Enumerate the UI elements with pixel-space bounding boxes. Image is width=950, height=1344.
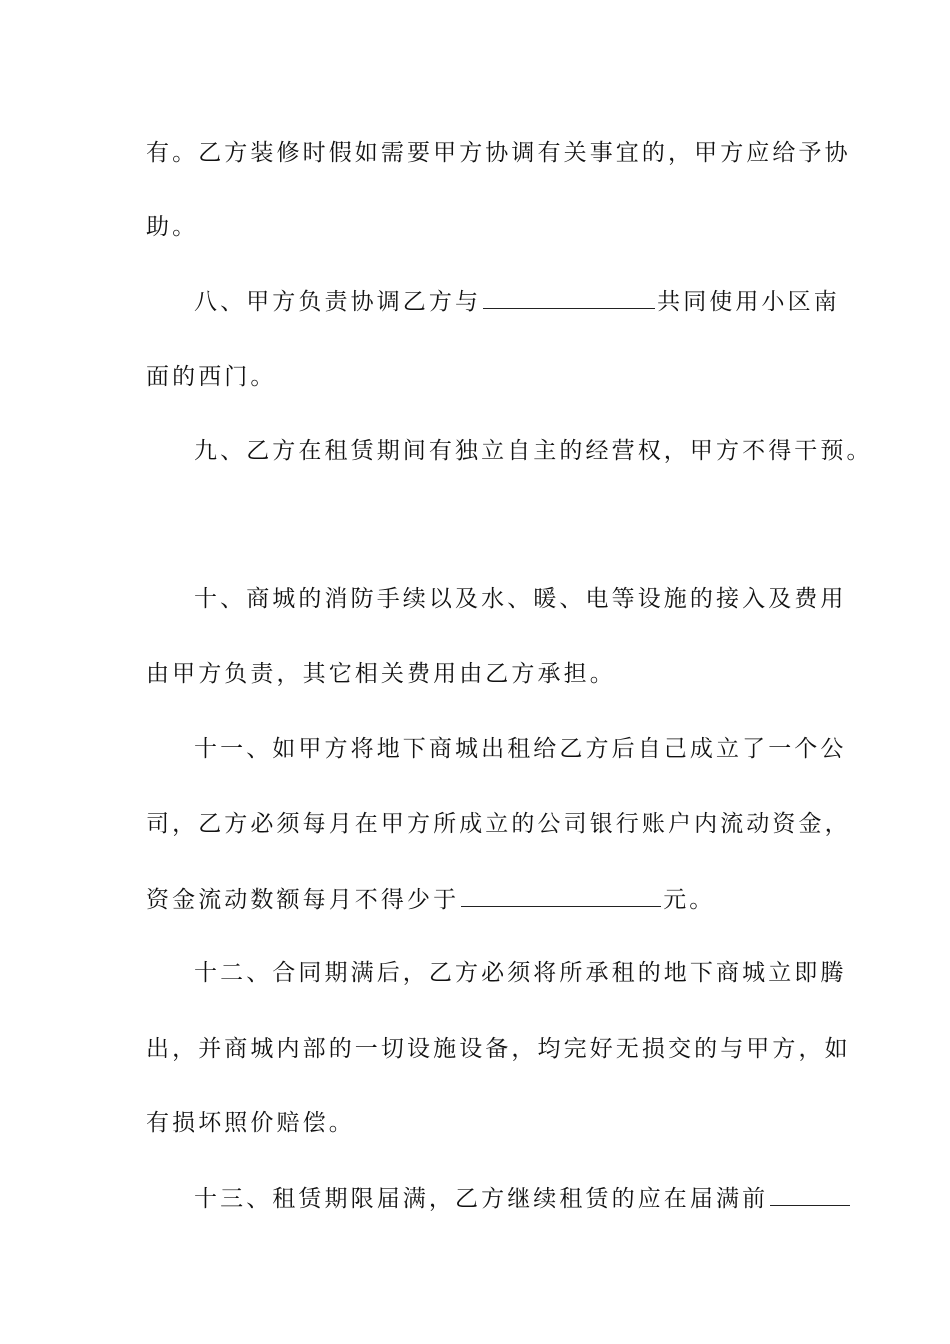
fill-in-blank	[483, 286, 655, 309]
clause-8-text-a: 八、甲方负责协调乙方与	[194, 289, 482, 315]
fill-in-blank	[461, 884, 661, 907]
clause-12-line-2: 出，并商城内部的一切设施设备，均完好无损交的与甲方，如	[146, 1036, 851, 1062]
clause-11-line-3	[146, 884, 715, 915]
clause-8-line-1	[194, 286, 840, 317]
clause-12-line-1: 十二、合同期满后，乙方必须将所承租的地下商城立即腾	[194, 960, 847, 986]
clause-8-text-b: 共同使用小区南	[657, 289, 840, 315]
clause-13-text-a: 十三、租赁期限届满，乙方继续租赁的应在届满前	[194, 1186, 769, 1212]
clause-11-text-a: 资金流动数额每月不得少于	[146, 887, 460, 913]
clause-11-text-b: 元。	[663, 887, 716, 913]
clause-13-line-1	[194, 1183, 852, 1214]
clause-8-line-2: 面的西门。	[146, 364, 277, 390]
clause-7-line-2: 助。	[146, 214, 199, 240]
clause-12-line-3: 有损坏照价赔偿。	[146, 1110, 355, 1136]
clause-11-line-2: 司，乙方必须每月在甲方所成立的公司银行账户内流动资金，	[146, 811, 851, 837]
clause-9-line-1: 九、乙方在租赁期间有独立自主的经营权，甲方不得干预。	[194, 438, 873, 464]
clause-10-line-2: 由甲方负责，其它相关费用由乙方承担。	[146, 661, 616, 687]
clause-11-line-1: 十一、如甲方将地下商城出租给乙方后自己成立了一个公	[194, 736, 847, 762]
clause-7-line-1: 有。乙方装修时假如需要甲方协调有关事宜的，甲方应给予协	[146, 140, 851, 166]
fill-in-blank	[770, 1183, 850, 1206]
clause-10-line-1: 十、商城的消防手续以及水、暖、电等设施的接入及费用	[194, 586, 847, 612]
